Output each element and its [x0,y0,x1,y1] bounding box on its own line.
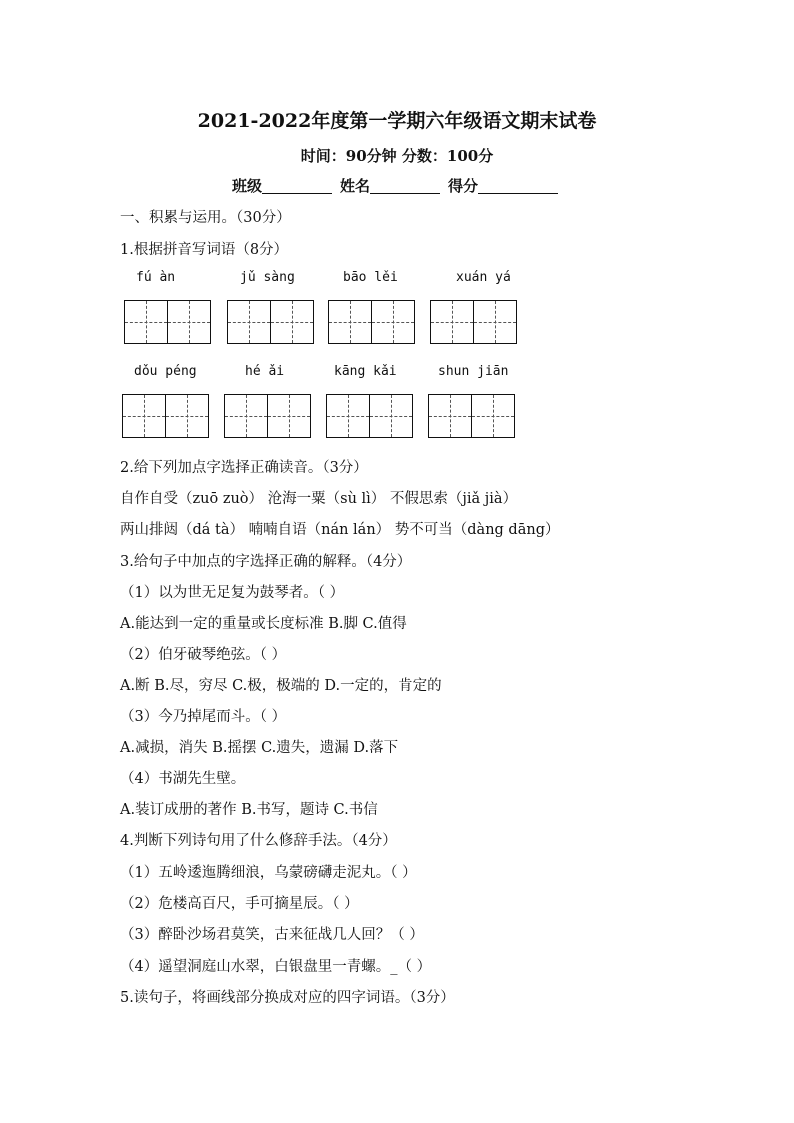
grid-cell[interactable] [369,394,413,438]
question-3-item: （2）伯牙破琴绝弦。（ ） [120,647,287,663]
pinyin-label: hé ǎi [245,364,285,379]
question-4-item: （2）危楼高百尺，手可摘星辰。（ ） [120,896,359,912]
question-4-prompt: 4.判断下列诗句用了什么修辞手法。（4分） [120,833,397,849]
student-info-fields [232,175,566,196]
name-blank[interactable] [370,175,440,194]
writing-grid[interactable] [124,300,209,344]
grid-cell[interactable] [473,300,517,344]
question-3-options: A.减损，消失 B.摇摆 C.遗失，遗漏 D.落下 [120,740,399,756]
class-blank[interactable] [262,175,332,194]
grid-cell[interactable] [328,300,372,344]
writing-grid[interactable] [428,394,513,438]
pinyin-label: shun jiān [438,364,509,379]
writing-grid[interactable] [224,394,309,438]
pinyin-label: xuán yá [456,270,511,285]
name-label: 姓名 [340,177,371,195]
question-3-options: A.断 B.尽，穷尽 C.极，极端的 D.一定的，肯定的 [120,678,442,694]
grid-cell[interactable] [122,394,166,438]
question-4-item: （1）五岭逶迤腾细浪，乌蒙磅礴走泥丸。（ ） [120,865,417,881]
question-3-options: A.能达到一定的重量或长度标准 B.脚 C.值得 [120,616,407,632]
pinyin-label: bāo lěi [343,270,398,285]
exam-meta: 时间：90分钟 分数：100分 [300,147,494,165]
writing-grid[interactable] [430,300,515,344]
question-3-prompt: 3.给句子中加点的字选择正确的解释。（4分） [120,554,412,570]
grid-cell[interactable] [165,394,209,438]
question-3-item: （3）今乃掉尾而斗。（ ） [120,709,287,725]
class-label: 班级 [232,177,263,195]
grid-cell[interactable] [227,300,271,344]
question-3-item: （4）书湖先生壁。 [120,771,246,787]
writing-grid[interactable] [328,300,413,344]
grid-cell[interactable] [124,300,168,344]
question-5-prompt: 5.读句子，将画线部分换成对应的四字词语。（3分） [120,990,455,1006]
grid-cell[interactable] [428,394,472,438]
question-2-prompt: 2.给下列加点字选择正确读音。（3分） [120,460,368,476]
score-label: 得分 [448,177,479,195]
writing-grid[interactable] [122,394,207,438]
grid-cell[interactable] [430,300,474,344]
pinyin-label: dǒu péng [134,364,197,379]
section-heading: 一、积累与运用。（30分） [120,210,291,226]
grid-cell[interactable] [167,300,211,344]
pinyin-label: kāng kǎi [334,364,397,379]
writing-grid[interactable] [227,300,312,344]
question-3-item: （1）以为世无足复为鼓琴者。（ ） [120,585,345,601]
page-title: 2021-2022年度第一学期六年级语文期末试卷 [197,110,597,132]
question-1-prompt: 1.根据拼音写词语（8分） [120,242,289,258]
pinyin-label: jǔ sàng [240,270,295,285]
grid-cell[interactable] [371,300,415,344]
pinyin-label: fú àn [136,270,176,285]
grid-cell[interactable] [267,394,311,438]
question-4-item: （4）遥望洞庭山水翠，白银盘里一青螺。_（ ） [120,959,432,975]
grid-cell[interactable] [471,394,515,438]
grid-cell[interactable] [270,300,314,344]
question-2-line: 自作自受（zuō zuò） 沧海一粟（sù lì） 不假思索（jiǎ jià） [120,491,518,507]
grid-cell[interactable] [326,394,370,438]
question-3-options: A.装订成册的著作 B.书写，题诗 C.书信 [120,802,378,818]
writing-grid[interactable] [326,394,411,438]
score-blank[interactable] [478,175,558,194]
question-4-item: （3）醉卧沙场君莫笑，古来征战几人回？（ ） [120,927,424,943]
question-2-line: 两山排闼（dá tà） 喃喃自语（nán lán） 势不可当（dàng dāng） [120,522,560,538]
grid-cell[interactable] [224,394,268,438]
